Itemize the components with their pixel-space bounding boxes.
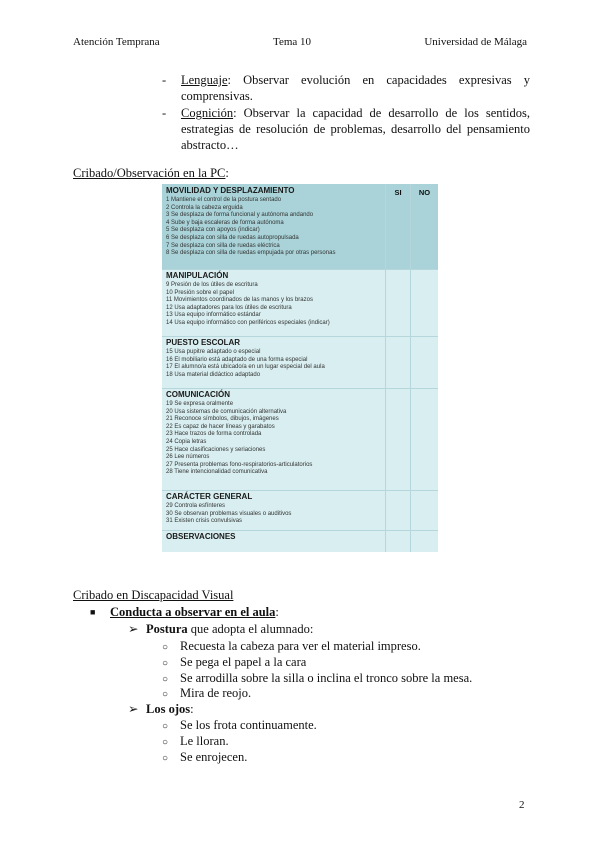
table-item: 26 Lee números — [166, 454, 210, 461]
list-item-level2: ➢ Postura que adopta el alumnado: — [128, 622, 314, 636]
arrow-bullet-icon: ➢ — [128, 622, 139, 636]
table-item: 2 Controla la cabeza erguida — [166, 204, 243, 211]
table-item: 22 Es capaz de hacer líneas y garabatos — [166, 423, 275, 430]
section-title-pc: Cribado/Observación en la PC: — [73, 166, 229, 180]
bullet-term: Cognición — [181, 106, 234, 120]
circle-bullet-icon: ○ — [162, 753, 169, 764]
table-item: 13 Usa equipo informático estándar — [166, 312, 261, 319]
category-title: CARÁCTER GENERAL — [166, 492, 253, 501]
section-title-visual: Cribado en Discapacidad Visual — [73, 588, 234, 602]
table-item: 24 Copia letras — [166, 438, 207, 445]
list-item: ○ Mira de reojo. — [162, 685, 251, 703]
table-item: 9 Presión de los útiles de escritura — [166, 282, 258, 288]
table-row — [162, 490, 438, 531]
table-item: 23 Hace trazos de forma controlada — [166, 431, 262, 438]
bullet-text: : Observar evolución en capacidades expresivas y comprensivas. — [181, 73, 530, 103]
column-header-no: NO — [418, 188, 431, 197]
circle-bullet-icon: ○ — [162, 721, 169, 732]
table-item: 11 Movimientos coordinados de las manos y los brazos — [166, 297, 313, 304]
screening-table — [162, 184, 438, 552]
table-item: 16 El mobiliario está adaptado de una forma especial — [166, 356, 308, 363]
list-item: ○ Se enrojecen. — [162, 749, 247, 767]
table-item: 31 Existen crisis convulsivas — [166, 518, 243, 525]
list-subheading: Postura — [146, 622, 188, 636]
category-title: OBSERVACIONES — [166, 532, 236, 541]
list-item: ○ Le lloran. — [162, 733, 229, 751]
circle-bullet-icon: ○ — [162, 674, 169, 685]
list-item: ○ Recuesta la cabeza para ver el material impreso. — [162, 638, 421, 656]
list-item: ○ Se los frota continuamente. — [162, 717, 317, 735]
category-title: PUESTO ESCOLAR — [166, 338, 241, 347]
table-item: 21 Reconoce símbolos, dibujos, imágenes — [166, 416, 279, 423]
table-item: 10 Presión sobre el papel — [166, 289, 235, 296]
category-title: COMUNICACIÓN — [166, 390, 230, 399]
table-item: 19 Se expresa oralmente — [166, 401, 234, 407]
header-center: Tema 10 — [273, 36, 312, 48]
table-item: 5 Se desplaza con apoyos (indicar) — [166, 227, 260, 234]
table-item: 28 Tiene intencionalidad comunicativa — [166, 469, 268, 476]
bullet-text: : Observar la capacidad de desarrollo de los sentidos, estrategias de resolución de problemas, desarrollo del pensamiento abstracto… — [181, 106, 530, 152]
circle-bullet-icon: ○ — [162, 658, 169, 669]
category-title: MANIPULACIÓN — [166, 271, 229, 280]
table-row — [162, 269, 438, 337]
intro-bullet-list — [162, 72, 530, 154]
page-header — [73, 36, 527, 52]
table-row — [162, 184, 438, 270]
list-item: ○ Se arrodilla sobre la silla o inclina el tronco sobre la mesa. — [162, 670, 472, 688]
table-item: 1 Mantiene el control de la postura sentado — [166, 197, 282, 203]
table-item: 20 Usa sistemas de comunicación alternativa — [166, 408, 287, 415]
table-item: 7 Se desplaza con silla de ruedas eléctrica — [166, 242, 280, 249]
list-item: ○ Se pega el papel a la cara — [162, 654, 306, 672]
column-header-si: SI — [386, 184, 411, 269]
list-subheading: Los ojos — [146, 702, 191, 716]
arrow-bullet-icon: ➢ — [128, 702, 139, 716]
table-row — [162, 336, 438, 389]
table-item: 30 Se observan problemas visuales o auditivos — [166, 510, 292, 517]
table-item: 6 Se desplaza con silla de ruedas autopropulsada — [166, 234, 299, 241]
table-item: 29 Controla esfínteres — [166, 503, 226, 509]
list-item-level2: ➢ Los ojos: — [128, 702, 194, 716]
circle-bullet-icon: ○ — [162, 689, 169, 700]
table-item: 12 Usa adaptadores para los útiles de escritura — [166, 304, 292, 311]
table-item: 14 Usa equipo informático con periféricos especiales (indicar) — [166, 319, 330, 326]
table-row — [162, 388, 438, 491]
circle-bullet-icon: ○ — [162, 737, 169, 748]
table-item: 15 Usa pupitre adaptado o especial — [166, 349, 261, 355]
category-title: MOVILIDAD Y DESPLAZAMIENTO — [166, 186, 295, 195]
table-item: 17 El alumno/a está ubicado/a en un lugar especial del aula — [166, 364, 325, 371]
table-item: 3 Se desplaza de forma funcional y autónoma andando — [166, 212, 314, 219]
table-item: 18 Usa material didáctico adaptado — [166, 371, 261, 378]
table-row — [162, 530, 438, 552]
square-bullet-icon: ■ — [90, 607, 96, 617]
header-left: Atención Temprana — [73, 36, 160, 48]
bullet-lenguaje: - Lenguaje: Observar evolución en capacidades expresivas y comprensivas. — [162, 73, 530, 103]
circle-bullet-icon: ○ — [162, 642, 169, 653]
list-heading: Conducta a observar en el aula — [110, 605, 276, 619]
bullet-term: Lenguaje — [181, 73, 228, 87]
table-item: 4 Sube y baja escaleras de forma autónoma — [166, 219, 284, 226]
table-item: 8 Se desplaza con silla de ruedas empujada por otras personas — [166, 250, 336, 257]
bullet-cognicion: - Cognición: Observar la capacidad de desarrollo de los sentidos, estrategias de resolución de problemas, desarrollo del pensamiento abstracto… — [162, 106, 530, 152]
page-number: 2 — [519, 799, 525, 811]
table-item: 25 Hace clasificaciones y seriaciones — [166, 446, 266, 453]
table-item: 27 Presenta problemas fono-respiratorios-articulatorios — [166, 461, 313, 468]
header-right: Universidad de Málaga — [424, 36, 527, 48]
